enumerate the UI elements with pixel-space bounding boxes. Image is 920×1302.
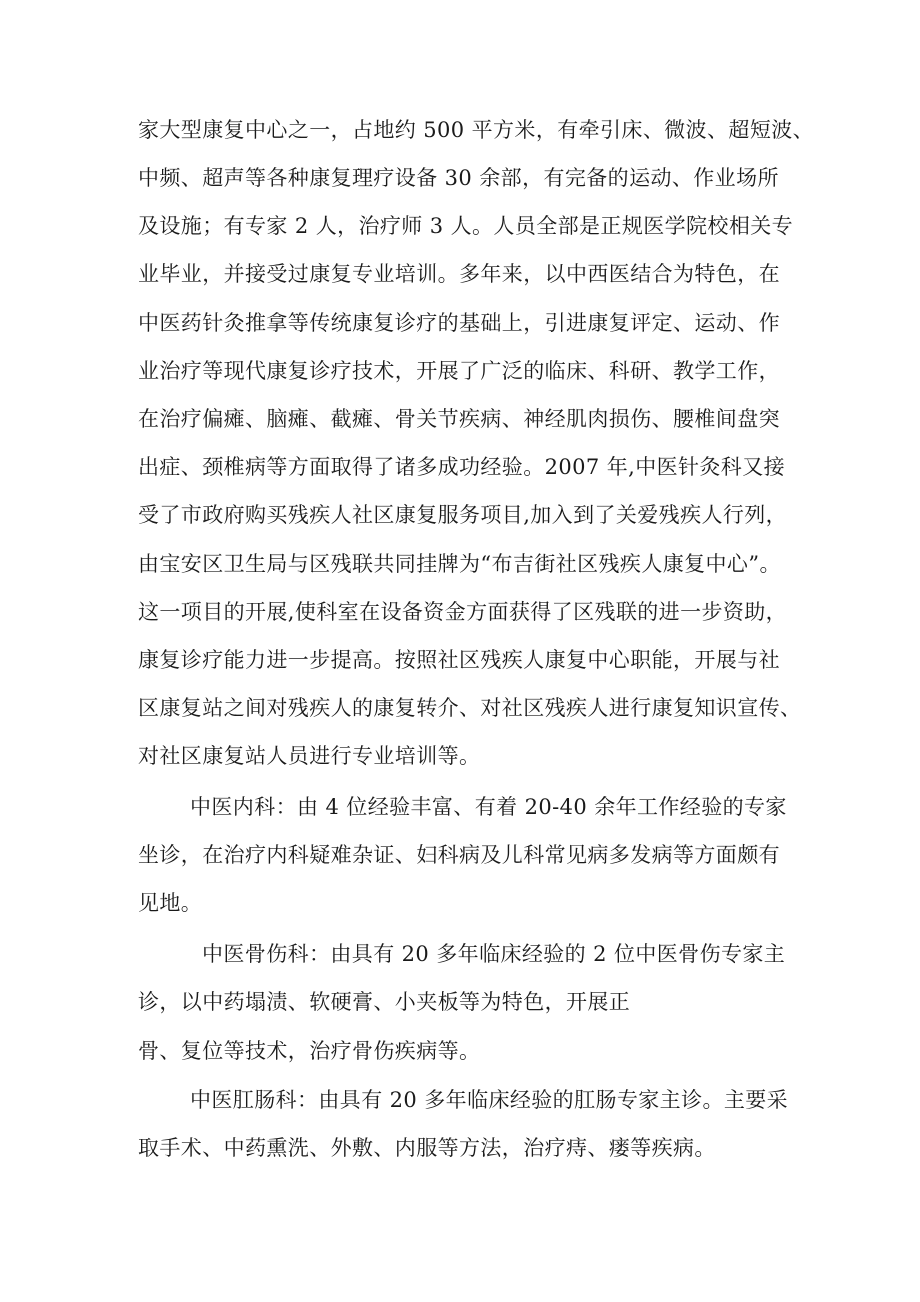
intro-line: 中频、超声等各种康复理疗设备 30 余部，有完备的运动、作业场所 — [138, 166, 779, 190]
intro-line: 中医药针灸推拿等传统康复诊疗的基础上，引进康复评定、运动、作 — [138, 311, 780, 335]
intro-line: 业治疗等现代康复诊疗技术，开展了广泛的临床、科研、教学工作， — [138, 359, 780, 383]
intro-line: 由宝安区卫生局与区残联共同挂牌为“布吉街社区残疾人康复中心”。 — [138, 552, 781, 576]
intro-line: 对社区康复站人员进行专业培训等。 — [138, 744, 481, 768]
internal-medicine-line: 中医内科：由 4 位经验丰富、有着 20-40 余年工作经验的专家 — [190, 795, 787, 819]
intro-line: 这一项目的开展,使科室在设备资金方面获得了区残联的进一步资助， — [138, 600, 788, 624]
anorectal-line: 取手术、中药熏洗、外敷、内服等方法，治疗痔、瘘等疾病。 — [138, 1136, 716, 1160]
intro-line: 及设施；有专家 2 人，治疗师 3 人。人员全部是正规医学院校相关专 — [138, 214, 794, 238]
intro-line: 区康复站之间对残疾人的康复转介、对社区残疾人进行康复知识宣传、 — [138, 696, 802, 720]
anorectal-line: 中医肛肠科：由具有 20 多年临床经验的肛肠专家主诊。主要采 — [190, 1088, 789, 1112]
intro-line: 受了市政府购买残疾人社区康复服务项目,加入到了关爱残疾人行列， — [138, 503, 788, 527]
intro-line: 出症、颈椎病等方面取得了诸多成功经验。2007 年,中医针灸科又接 — [138, 455, 785, 479]
intro-line: 在治疗偏瘫、脑瘫、截瘫、骨关节疾病、神经肌肉损伤、腰椎间盘突 — [138, 407, 780, 431]
internal-medicine-line: 见地。 — [138, 891, 203, 915]
intro-line: 业毕业，并接受过康复专业培训。多年来，以中西医结合为特色，在 — [138, 262, 780, 286]
internal-medicine-line: 坐诊，在治疗内科疑难杂证、妇科病及儿科常见病多发病等方面颇有 — [138, 843, 780, 867]
orthopedics-line: 中医骨伤科：由具有 20 多年临床经验的 2 位中医骨伤专家主 — [202, 942, 786, 966]
orthopedics-line: 骨、复位等技术，治疗骨伤疾病等。 — [138, 1039, 481, 1063]
orthopedics-line: 诊，以中药塌渍、软硬膏、小夹板等为特色，开展正 — [138, 990, 631, 1014]
intro-line: 家大型康复中心之一，占地约 500 平方米，有牵引床、微波、超短波、 — [138, 118, 815, 142]
intro-line: 康复诊疗能力进一步提高。按照社区残疾人康复中心职能，开展与社 — [138, 648, 780, 672]
